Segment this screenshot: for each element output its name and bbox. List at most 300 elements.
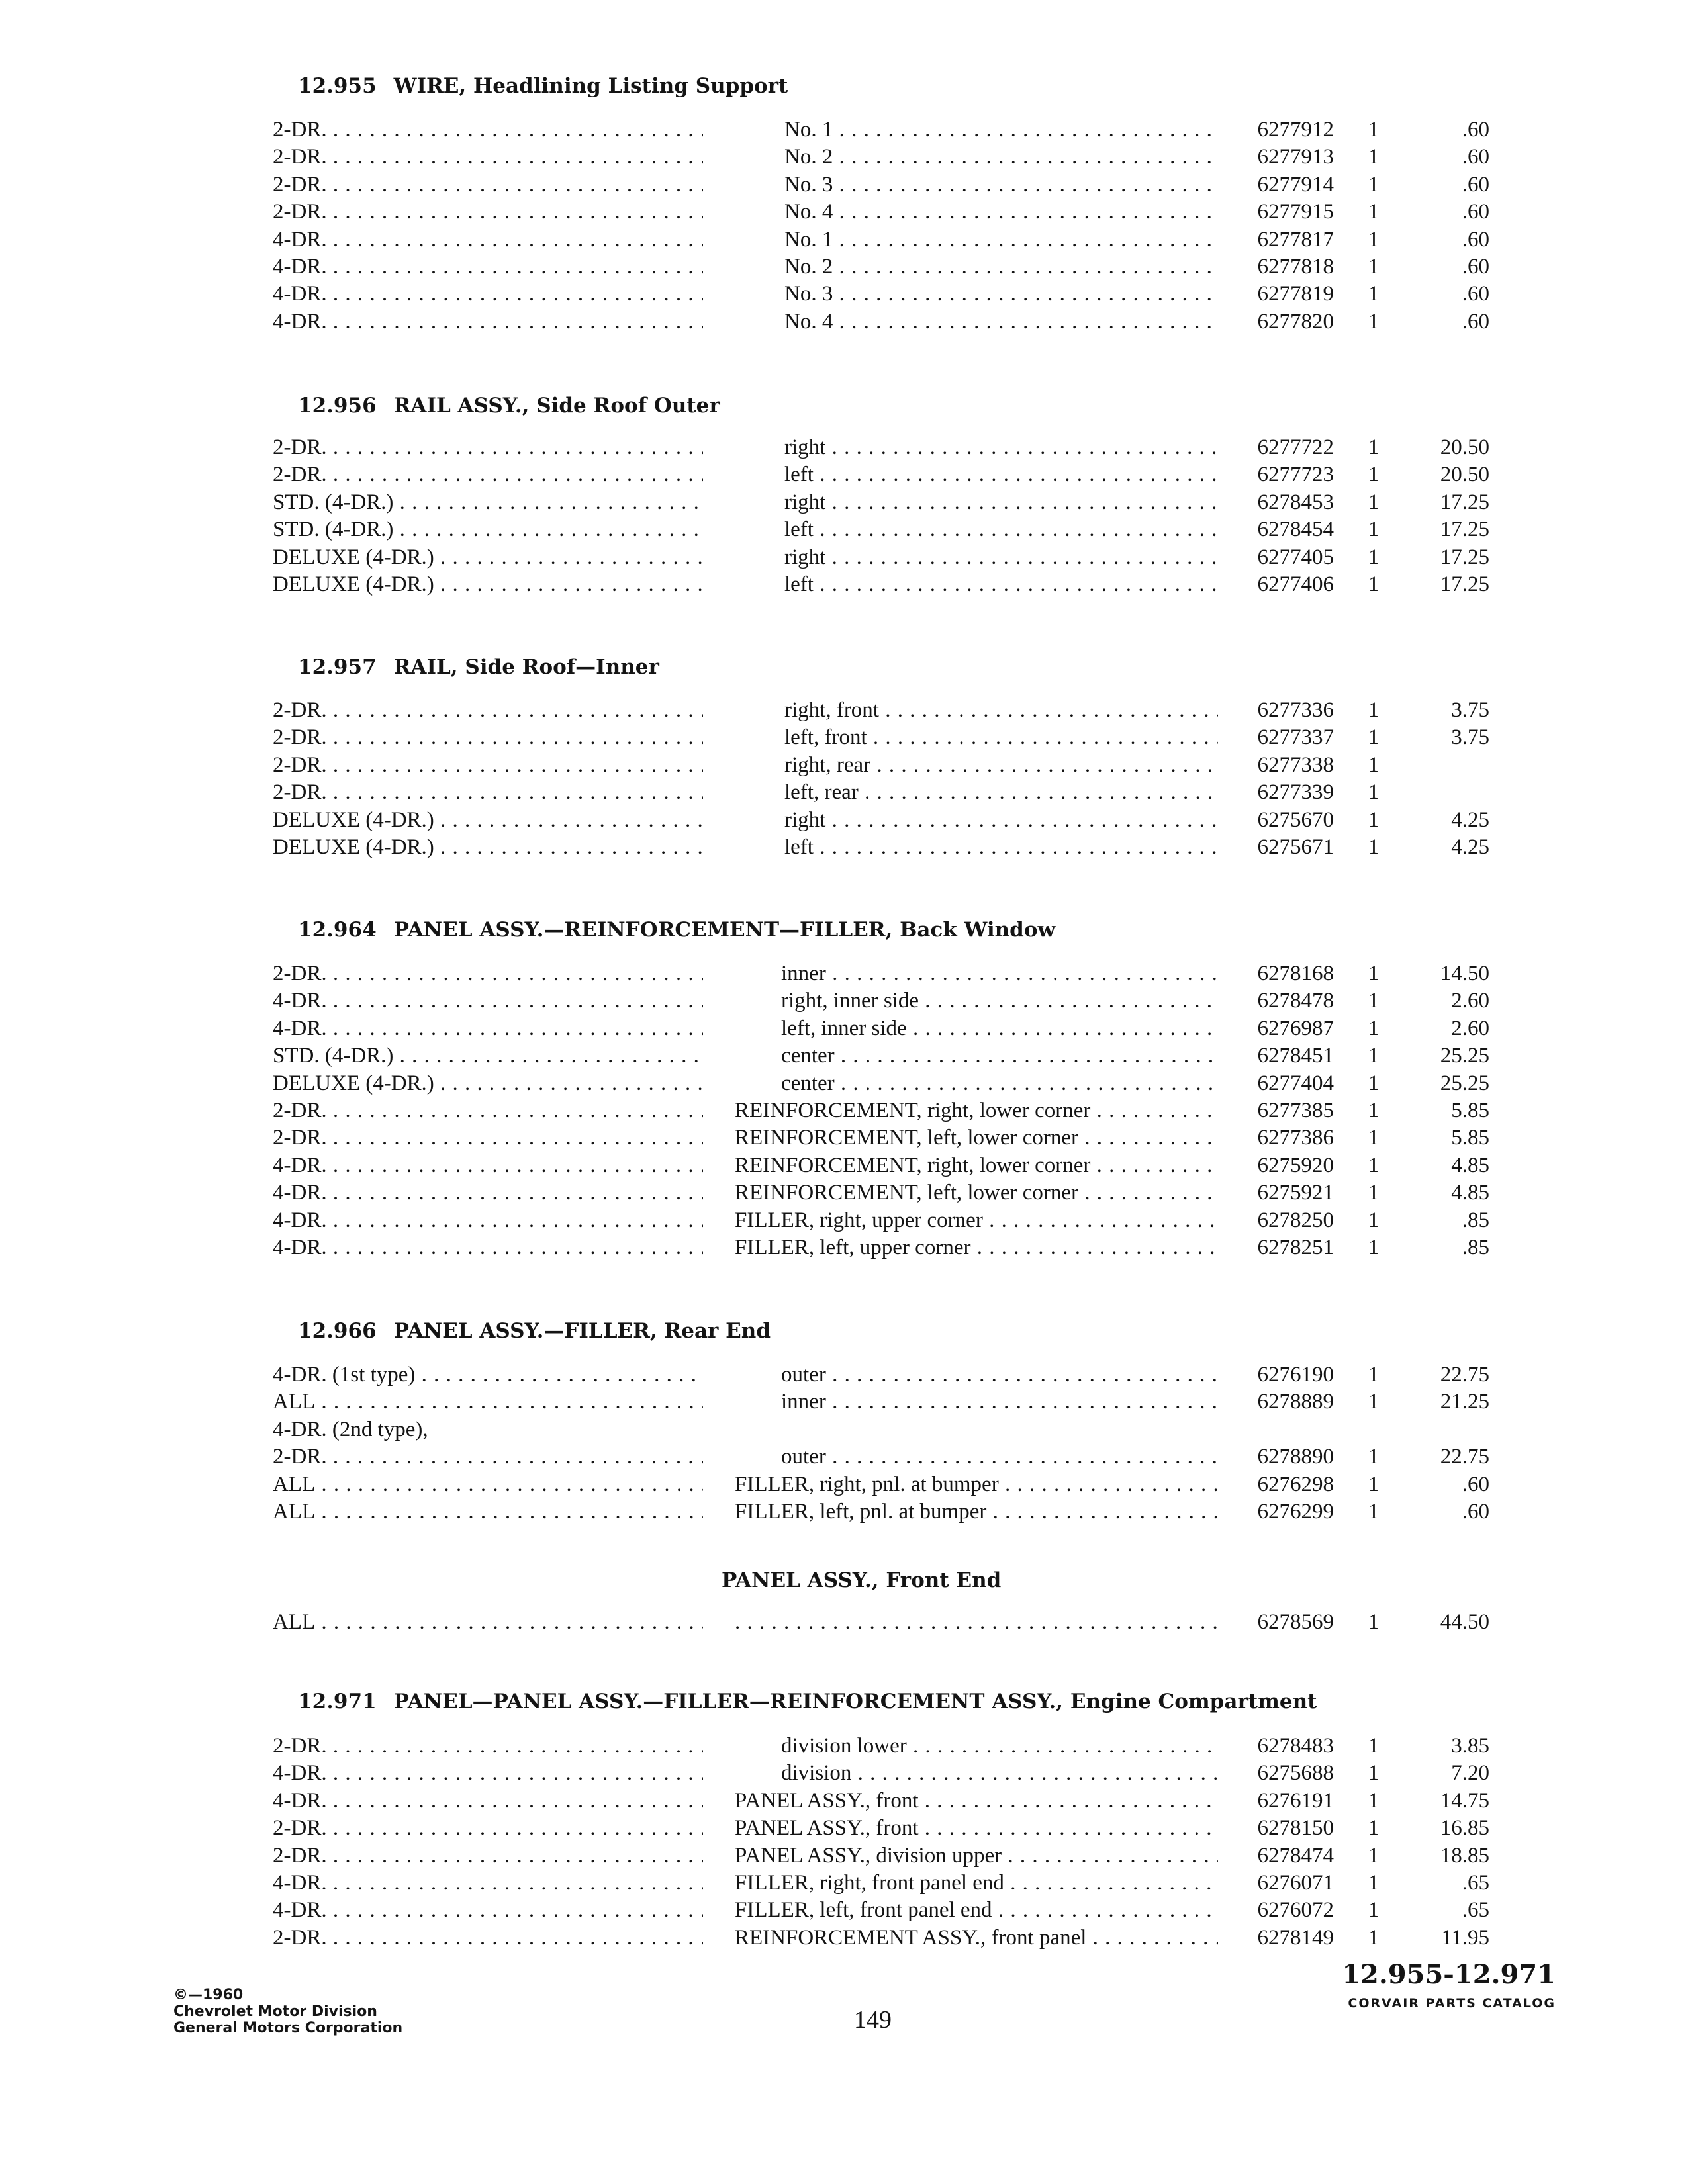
- model-cell: [273, 1152, 703, 1179]
- model-cell: [273, 280, 703, 308]
- table-row: [0, 253, 1688, 281]
- part-number-cell: 6277912: [1257, 118, 1334, 142]
- table-row: [0, 516, 1688, 543]
- model-text: ALL: [273, 1500, 316, 1524]
- price-cell: 3.75: [1451, 698, 1489, 722]
- part-number-cell: 6275670: [1257, 807, 1334, 832]
- part-number-cell: 6277915: [1257, 200, 1334, 224]
- table-row: [0, 1471, 1688, 1498]
- table-row: [0, 1206, 1688, 1234]
- part-number-cell: 6277385: [1257, 1099, 1334, 1122]
- table-row: [0, 1924, 1688, 1952]
- part-number-cell: 6277818: [1257, 255, 1334, 279]
- model-text: DELUXE (4-DR.): [273, 1071, 434, 1095]
- model-cell: [273, 1924, 703, 1952]
- section-heading: RAIL ASSY., Side Roof Outer: [393, 394, 720, 418]
- description-text: No. 1: [784, 118, 833, 142]
- quantity-cell: 1: [1368, 1816, 1380, 1841]
- section-number: 12.966: [298, 1319, 377, 1343]
- description-cell: [781, 1069, 1218, 1097]
- part-number-cell: 6278483: [1257, 1734, 1334, 1758]
- model-text: 2-DR.: [273, 1816, 327, 1841]
- model-text: 4-DR.: [273, 1016, 327, 1040]
- model-cell: [273, 570, 703, 598]
- model-cell: [273, 1608, 703, 1636]
- description-text: left: [784, 518, 814, 542]
- section-heading: PANEL—PANEL ASSY.—FILLER—REINFORCEMENT ASSY., Engine Compartment: [393, 1690, 1317, 1713]
- model-text: 2-DR.: [273, 780, 327, 805]
- model-cell: [273, 488, 703, 516]
- division-line: Chevrolet Motor Division: [173, 2003, 377, 2020]
- price-cell: .60: [1462, 1472, 1489, 1496]
- price-cell: 22.75: [1440, 1363, 1489, 1387]
- part-number-cell: 6278569: [1257, 1610, 1334, 1634]
- description-cell: [781, 1015, 1218, 1042]
- quantity-cell: 1: [1368, 200, 1380, 224]
- model-text: 2-DR.: [273, 118, 327, 142]
- description-cell: [781, 1361, 1218, 1388]
- description-cell: [735, 1498, 1218, 1525]
- model-cell: [273, 1179, 703, 1206]
- quantity-cell: 1: [1368, 1761, 1380, 1786]
- model-text: DELUXE (4-DR.): [273, 572, 434, 596]
- section-number: 12.957: [298, 655, 377, 679]
- model-cell: [273, 1443, 703, 1471]
- quantity-cell: 1: [1368, 1610, 1380, 1634]
- quantity-cell: 1: [1368, 227, 1380, 251]
- price-cell: 4.85: [1451, 1153, 1489, 1177]
- description-cell: [735, 1179, 1218, 1206]
- part-number-cell: 6278453: [1257, 490, 1334, 514]
- price-cell: 11.95: [1440, 1925, 1489, 1950]
- model-text: ALL: [273, 1610, 316, 1634]
- part-number-cell: 6277337: [1257, 725, 1334, 750]
- description-text: FILLER, right, pnl. at bumper: [735, 1472, 999, 1496]
- section-title: [298, 1690, 1317, 1713]
- table-row: [0, 960, 1688, 987]
- quantity-cell: 1: [1368, 1500, 1380, 1524]
- model-text: 2-DR.: [273, 1445, 327, 1469]
- model-cell: [273, 1814, 703, 1842]
- quantity-cell: 1: [1368, 1044, 1380, 1068]
- model-cell: [273, 198, 703, 226]
- description-text: FILLER, left, upper corner: [735, 1236, 971, 1259]
- model-cell: [273, 1732, 703, 1760]
- quantity-cell: 1: [1368, 1016, 1380, 1040]
- price-cell: 5.85: [1451, 1126, 1489, 1150]
- table-row: [0, 1732, 1688, 1760]
- description-text: left: [784, 572, 814, 596]
- section-heading: RAIL, Side Roof—Inner: [393, 655, 659, 679]
- description-cell: [784, 833, 1218, 861]
- description-text: PANEL ASSY., front: [735, 1816, 919, 1841]
- description-cell: [735, 1124, 1218, 1152]
- description-text: right: [784, 435, 826, 459]
- part-number-cell: 6277722: [1257, 435, 1334, 459]
- part-number-cell: 6276298: [1257, 1472, 1334, 1496]
- description-cell: [735, 1924, 1218, 1952]
- description-text: left: [784, 835, 814, 859]
- model-text: 2-DR.: [273, 200, 327, 224]
- part-number-cell: 6278890: [1257, 1445, 1334, 1469]
- quantity-cell: 1: [1368, 1898, 1380, 1923]
- model-text: ALL: [273, 1472, 316, 1496]
- part-number-cell: 6278150: [1257, 1816, 1334, 1841]
- part-number-cell: 6277339: [1257, 780, 1334, 805]
- model-text: 2-DR.: [273, 1925, 327, 1950]
- part-number-cell: 6276191: [1257, 1788, 1334, 1813]
- model-cell: [273, 1206, 703, 1234]
- description-text: right: [784, 545, 826, 569]
- model-cell: [273, 1896, 703, 1924]
- page-number: 149: [854, 2006, 892, 2034]
- description-cell: [735, 1787, 1218, 1815]
- description-text: No. 4: [784, 200, 833, 224]
- model-text: 4-DR.: [273, 282, 327, 306]
- part-number-cell: 6275921: [1257, 1181, 1334, 1205]
- table-row: [0, 1814, 1688, 1842]
- description-text: No. 2: [784, 145, 833, 169]
- model-cell: [273, 987, 703, 1015]
- model-text: 4-DR.: [273, 1788, 327, 1813]
- table-row: [0, 570, 1688, 598]
- price-cell: 44.50: [1440, 1610, 1489, 1634]
- description-text: left, rear: [784, 780, 859, 805]
- model-text: DELUXE (4-DR.): [273, 545, 434, 569]
- description-cell: [784, 778, 1218, 806]
- model-text: 2-DR.: [273, 752, 327, 777]
- part-number-cell: 6278251: [1257, 1236, 1334, 1259]
- model-text: 4-DR.: [273, 1236, 327, 1259]
- description-cell: [735, 1097, 1218, 1124]
- model-cell: [273, 226, 703, 253]
- description-text: REINFORCEMENT ASSY., front panel: [735, 1925, 1087, 1950]
- quantity-cell: 1: [1368, 1099, 1380, 1122]
- price-cell: .85: [1462, 1236, 1489, 1259]
- section-number: 12.971: [298, 1690, 377, 1713]
- quantity-cell: 1: [1368, 518, 1380, 542]
- quantity-cell: 1: [1368, 1363, 1380, 1387]
- part-number-cell: 6278149: [1257, 1925, 1334, 1950]
- quantity-cell: 1: [1368, 282, 1380, 306]
- description-text: division lower: [781, 1734, 907, 1758]
- description-text: right: [784, 490, 826, 514]
- description-text: right, rear: [784, 752, 871, 777]
- model-text: DELUXE (4-DR.): [273, 835, 434, 859]
- model-text: DELUXE (4-DR.): [273, 807, 434, 832]
- price-cell: 4.85: [1451, 1181, 1489, 1205]
- table-row: [0, 461, 1688, 488]
- model-text: 2-DR.: [273, 1843, 327, 1868]
- price-cell: 14.75: [1440, 1788, 1489, 1813]
- price-cell: 17.25: [1440, 545, 1489, 569]
- model-text: 2-DR.: [273, 1099, 327, 1122]
- table-row: [0, 1896, 1688, 1924]
- section-title: [298, 394, 720, 418]
- price-cell: .60: [1462, 309, 1489, 334]
- model-text: 2-DR.: [273, 172, 327, 197]
- price-cell: 18.85: [1440, 1843, 1489, 1868]
- description-text: REINFORCEMENT, right, lower corner: [735, 1099, 1091, 1122]
- part-number-cell: 6276299: [1257, 1500, 1334, 1524]
- part-number-cell: 6277817: [1257, 227, 1334, 251]
- model-text: STD. (4-DR.): [273, 1044, 394, 1068]
- part-number-cell: 6275671: [1257, 835, 1334, 859]
- quantity-cell: 1: [1368, 309, 1380, 334]
- price-cell: .65: [1462, 1871, 1489, 1895]
- description-text: left, inner side: [781, 1016, 907, 1040]
- quantity-cell: 1: [1368, 118, 1380, 142]
- description-cell: [784, 280, 1218, 308]
- description-text: No. 3: [784, 172, 833, 197]
- catalog-title: CORVAIR PARTS CATALOG: [1348, 1996, 1556, 2011]
- description-cell: [784, 806, 1218, 834]
- quantity-cell: 1: [1368, 572, 1380, 596]
- description-text: inner: [781, 962, 826, 985]
- model-text: 2-DR.: [273, 725, 327, 750]
- model-cell: [273, 1787, 703, 1815]
- model-text: 2-DR.: [273, 145, 327, 169]
- model-cell: [273, 1498, 703, 1525]
- part-number-cell: 6278451: [1257, 1044, 1334, 1068]
- model-text: 2-DR.: [273, 1734, 327, 1758]
- model-text: 4-DR.: [273, 1208, 327, 1232]
- section-heading: PANEL ASSY., Front End: [722, 1569, 1002, 1592]
- price-cell: .60: [1462, 118, 1489, 142]
- description-cell: [735, 1471, 1218, 1498]
- part-number-cell: 6276071: [1257, 1871, 1334, 1895]
- description-text: FILLER, left, front panel end: [735, 1898, 992, 1923]
- section-title: [298, 655, 659, 679]
- quantity-cell: 1: [1368, 545, 1380, 569]
- price-cell: 17.25: [1440, 518, 1489, 542]
- description-cell: [781, 1388, 1218, 1416]
- model-cell: [273, 171, 703, 199]
- table-row: [0, 116, 1688, 144]
- description-cell: [735, 1842, 1218, 1870]
- part-number-cell: 6277404: [1257, 1071, 1334, 1095]
- quantity-cell: 1: [1368, 490, 1380, 514]
- table-row: [0, 308, 1688, 336]
- section-heading: PANEL ASSY.—REINFORCEMENT—FILLER, Back Window: [393, 918, 1056, 942]
- table-row: [0, 1015, 1688, 1042]
- price-cell: 25.25: [1440, 1044, 1489, 1068]
- quantity-cell: 1: [1368, 172, 1380, 197]
- quantity-cell: 1: [1368, 1390, 1380, 1414]
- price-cell: .60: [1462, 1500, 1489, 1524]
- quantity-cell: 1: [1368, 1236, 1380, 1259]
- table-row: [0, 1124, 1688, 1152]
- price-cell: 4.25: [1451, 835, 1489, 859]
- table-row: [0, 751, 1688, 779]
- price-cell: 25.25: [1440, 1071, 1489, 1095]
- model-cell: [273, 1234, 703, 1261]
- part-number-cell: 6278454: [1257, 518, 1334, 542]
- model-text: 2-DR.: [273, 962, 327, 985]
- price-cell: .60: [1462, 172, 1489, 197]
- section-range: 12.955-12.971: [1342, 1959, 1556, 1990]
- description-text: outer: [781, 1445, 826, 1469]
- model-text: 4-DR.: [273, 1761, 327, 1786]
- description-text: left: [784, 463, 814, 487]
- model-cell: [273, 433, 703, 461]
- table-row: [0, 1416, 1688, 1443]
- quantity-cell: 1: [1368, 835, 1380, 859]
- model-cell: [273, 778, 703, 806]
- description-cell: [735, 1896, 1218, 1924]
- part-number-cell: 6277405: [1257, 545, 1334, 569]
- section-title: [722, 1569, 1001, 1592]
- description-cell: [784, 751, 1218, 779]
- description-cell: [735, 1608, 1218, 1636]
- quantity-cell: 1: [1368, 1788, 1380, 1813]
- model-text: 4-DR.: [273, 1153, 327, 1177]
- model-cell: [273, 116, 703, 144]
- quantity-cell: 1: [1368, 752, 1380, 777]
- description-cell: [784, 253, 1218, 281]
- description-cell: [784, 198, 1218, 226]
- part-number-cell: 6277723: [1257, 463, 1334, 487]
- price-cell: 20.50: [1440, 463, 1489, 487]
- table-row: [0, 778, 1688, 806]
- table-row: [0, 1498, 1688, 1525]
- price-cell: .60: [1462, 200, 1489, 224]
- model-cell: [273, 1361, 703, 1388]
- table-row: [0, 987, 1688, 1015]
- price-cell: 7.20: [1451, 1761, 1489, 1786]
- description-text: No. 2: [784, 255, 833, 279]
- price-cell: .60: [1462, 282, 1489, 306]
- model-text: STD. (4-DR.): [273, 490, 394, 514]
- description-text: REINFORCEMENT, left, lower corner: [735, 1126, 1079, 1150]
- part-number-cell: 6277819: [1257, 282, 1334, 306]
- description-cell: [781, 987, 1218, 1015]
- description-text: right, front: [784, 698, 879, 722]
- price-cell: 14.50: [1440, 962, 1489, 985]
- description-text: FILLER, left, pnl. at bumper: [735, 1500, 987, 1524]
- section-title: [298, 74, 788, 98]
- description-text: PANEL ASSY., division upper: [735, 1843, 1002, 1868]
- model-text: 4-DR.: [273, 1181, 327, 1205]
- table-row: [0, 1234, 1688, 1261]
- quantity-cell: 1: [1368, 463, 1380, 487]
- model-cell: [273, 1015, 703, 1042]
- description-text: No. 4: [784, 309, 833, 334]
- model-cell: [273, 806, 703, 834]
- description-text: No. 1: [784, 227, 833, 251]
- quantity-cell: 1: [1368, 989, 1380, 1013]
- model-text: 4-DR.: [273, 227, 327, 251]
- table-row: [0, 696, 1688, 724]
- model-text: 2-DR.: [273, 463, 327, 487]
- model-text: 2-DR.: [273, 698, 327, 722]
- price-cell: .65: [1462, 1898, 1489, 1923]
- table-row: [0, 1608, 1688, 1636]
- model-cell: [273, 1069, 703, 1097]
- model-cell: [273, 143, 703, 171]
- quantity-cell: 1: [1368, 1071, 1380, 1095]
- price-cell: 20.50: [1440, 435, 1489, 459]
- description-cell: [781, 1042, 1218, 1069]
- quantity-cell: 1: [1368, 1925, 1380, 1950]
- corporation-line: General Motors Corporation: [173, 2020, 403, 2036]
- model-cell: [273, 751, 703, 779]
- description-cell: [781, 1759, 1218, 1787]
- model-cell: [273, 696, 703, 724]
- part-number-cell: 6277406: [1257, 572, 1334, 596]
- model-text: 4-DR.: [273, 1898, 327, 1923]
- part-number-cell: 6277336: [1257, 698, 1334, 722]
- description-cell: [784, 116, 1218, 144]
- table-row: [0, 1869, 1688, 1897]
- model-cell: [273, 516, 703, 543]
- quantity-cell: 1: [1368, 1871, 1380, 1895]
- model-text: 4-DR.: [273, 989, 327, 1013]
- part-number-cell: 6278168: [1257, 962, 1334, 985]
- model-cell: [273, 1042, 703, 1069]
- description-cell: [784, 570, 1218, 598]
- table-row: [0, 488, 1688, 516]
- description-cell: [781, 1443, 1218, 1471]
- quantity-cell: 1: [1368, 1153, 1380, 1177]
- part-number-cell: 6278250: [1257, 1208, 1334, 1232]
- section-number: 12.964: [298, 918, 377, 942]
- quantity-cell: 1: [1368, 255, 1380, 279]
- table-row: [0, 226, 1688, 253]
- description-cell: [735, 1234, 1218, 1261]
- description-cell: [735, 1814, 1218, 1842]
- quantity-cell: 1: [1368, 1734, 1380, 1758]
- quantity-cell: 1: [1368, 1843, 1380, 1868]
- description-cell: [784, 433, 1218, 461]
- model-text: ALL: [273, 1390, 316, 1414]
- part-number-cell: 6277386: [1257, 1126, 1334, 1150]
- quantity-cell: 1: [1368, 698, 1380, 722]
- section-heading: PANEL ASSY.—FILLER, Rear End: [393, 1319, 771, 1343]
- model-cell: [273, 1416, 703, 1443]
- description-text: REINFORCEMENT, left, lower corner: [735, 1181, 1079, 1205]
- section-title: [298, 918, 1055, 942]
- table-row: [0, 1179, 1688, 1206]
- description-text: left, front: [784, 725, 867, 750]
- model-cell: [273, 723, 703, 751]
- table-row: [0, 171, 1688, 199]
- section-number: 12.955: [298, 74, 377, 98]
- quantity-cell: 1: [1368, 1126, 1380, 1150]
- price-cell: 2.60: [1451, 989, 1489, 1013]
- table-row: [0, 1759, 1688, 1787]
- part-number-cell: 6275688: [1257, 1761, 1334, 1786]
- model-cell: [273, 1759, 703, 1787]
- model-text: 4-DR.: [273, 309, 327, 334]
- description-cell: [784, 171, 1218, 199]
- model-cell: [273, 1471, 703, 1498]
- model-cell: [273, 833, 703, 861]
- description-text: right: [784, 807, 826, 832]
- price-cell: 16.85: [1440, 1816, 1489, 1841]
- model-cell: [273, 1388, 703, 1416]
- description-cell: [784, 308, 1218, 336]
- model-text: 4-DR.: [273, 1871, 327, 1895]
- price-cell: 2.60: [1451, 1016, 1489, 1040]
- description-cell: [781, 960, 1218, 987]
- description-cell: [784, 461, 1218, 488]
- model-cell: [273, 1097, 703, 1124]
- description-text: center: [781, 1071, 835, 1095]
- price-cell: 17.25: [1440, 490, 1489, 514]
- part-number-cell: 6275920: [1257, 1153, 1334, 1177]
- description-cell: [784, 696, 1218, 724]
